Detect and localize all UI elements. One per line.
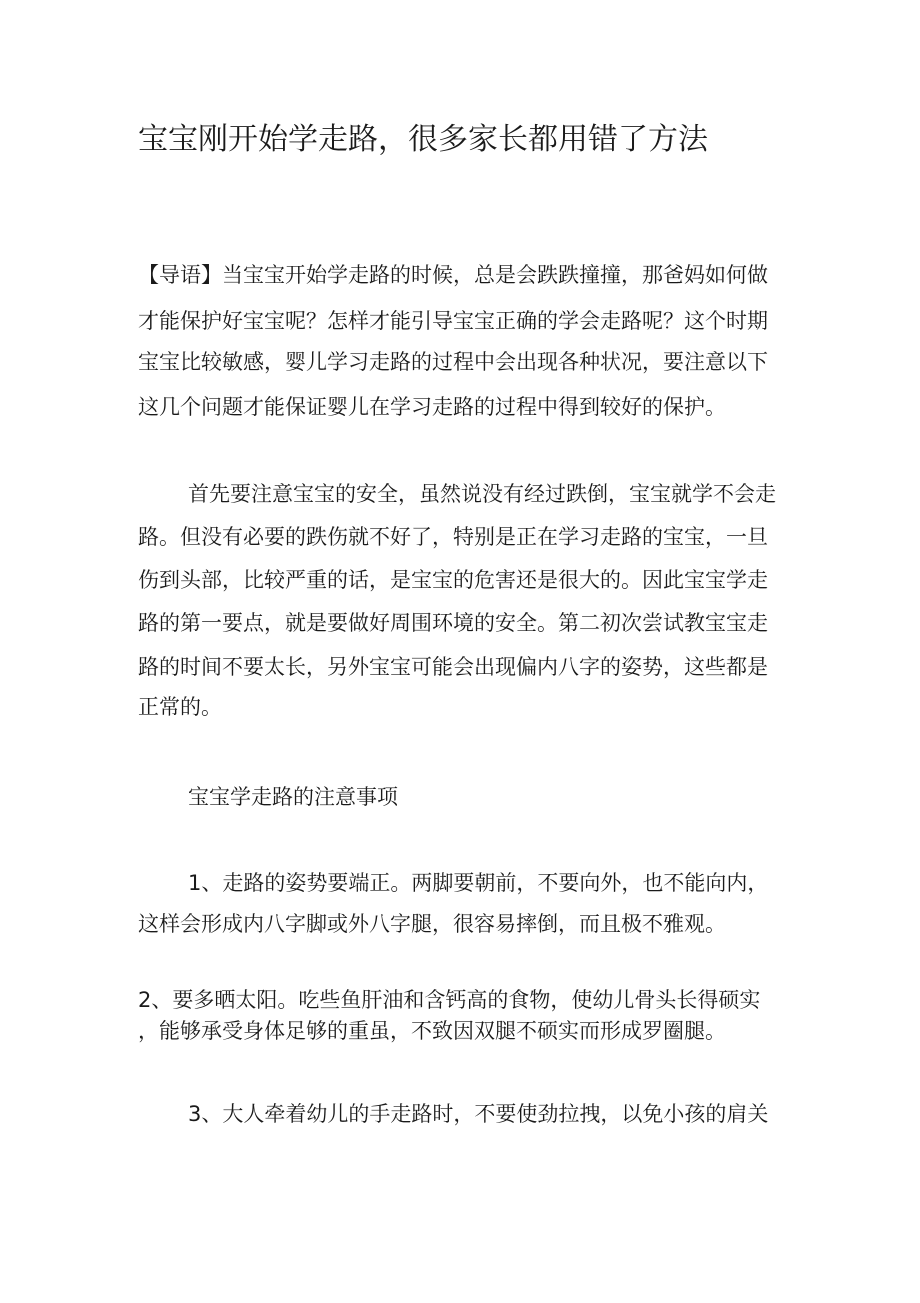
body-line: 首先要注意宝宝的安全，虽然说没有经过跌倒，宝宝就学不会走	[188, 482, 776, 506]
body-line: 路的第一要点，就是要做好周围环境的安全。第二初次尝试教宝宝走	[138, 611, 768, 635]
list-item-line: 1、走路的姿势要端正。两脚要朝前，不要向外，也不能向内，	[188, 871, 769, 895]
intro-line: 【导语】当宝宝开始学走路的时候，总是会跌跌撞撞，那爸妈如何做	[138, 263, 768, 287]
list-item-line: ，能够承受身体足够的重虽，不致因双腿不硕实而形成罗圈腿。	[138, 1019, 726, 1043]
list-item-line: 2、要多晒太阳。吃些鱼肝油和含钙高的食物，使幼儿骨头长得硕实	[138, 988, 761, 1012]
section-subheading: 宝宝学走路的注意事项	[188, 785, 398, 809]
body-line: 伤到头部，比较严重的话，是宝宝的危害还是很大的。因此宝宝学走	[138, 568, 768, 592]
intro-line: 这几个问题才能保证婴儿在学习走路的过程中得到较好的保护。	[138, 395, 726, 419]
intro-line: 才能保护好宝宝呢？怎样才能引导宝宝正确的学会走路呢？这个时期	[138, 309, 768, 333]
body-line: 路。但没有必要的跌伤就不好了，特别是正在学习走路的宝宝，一旦	[138, 525, 768, 549]
list-item-line: 3、大人牵着幼儿的手走路时，不要使劲拉拽，以免小孩的肩关	[188, 1102, 769, 1126]
body-line: 路的时间不要太长，另外宝宝可能会出现偏内八字的姿势，这些都是	[138, 655, 768, 679]
body-line: 正常的。	[138, 695, 222, 719]
list-item-line: 这样会形成内八字脚或外八字腿，很容易摔倒，而且极不雅观。	[138, 912, 726, 936]
article-title: 宝宝刚开始学走路，很多家长都用错了方法	[138, 122, 708, 157]
intro-line: 宝宝比较敏感，婴儿学习走路的过程中会出现各种状况，要注意以下	[138, 350, 768, 374]
